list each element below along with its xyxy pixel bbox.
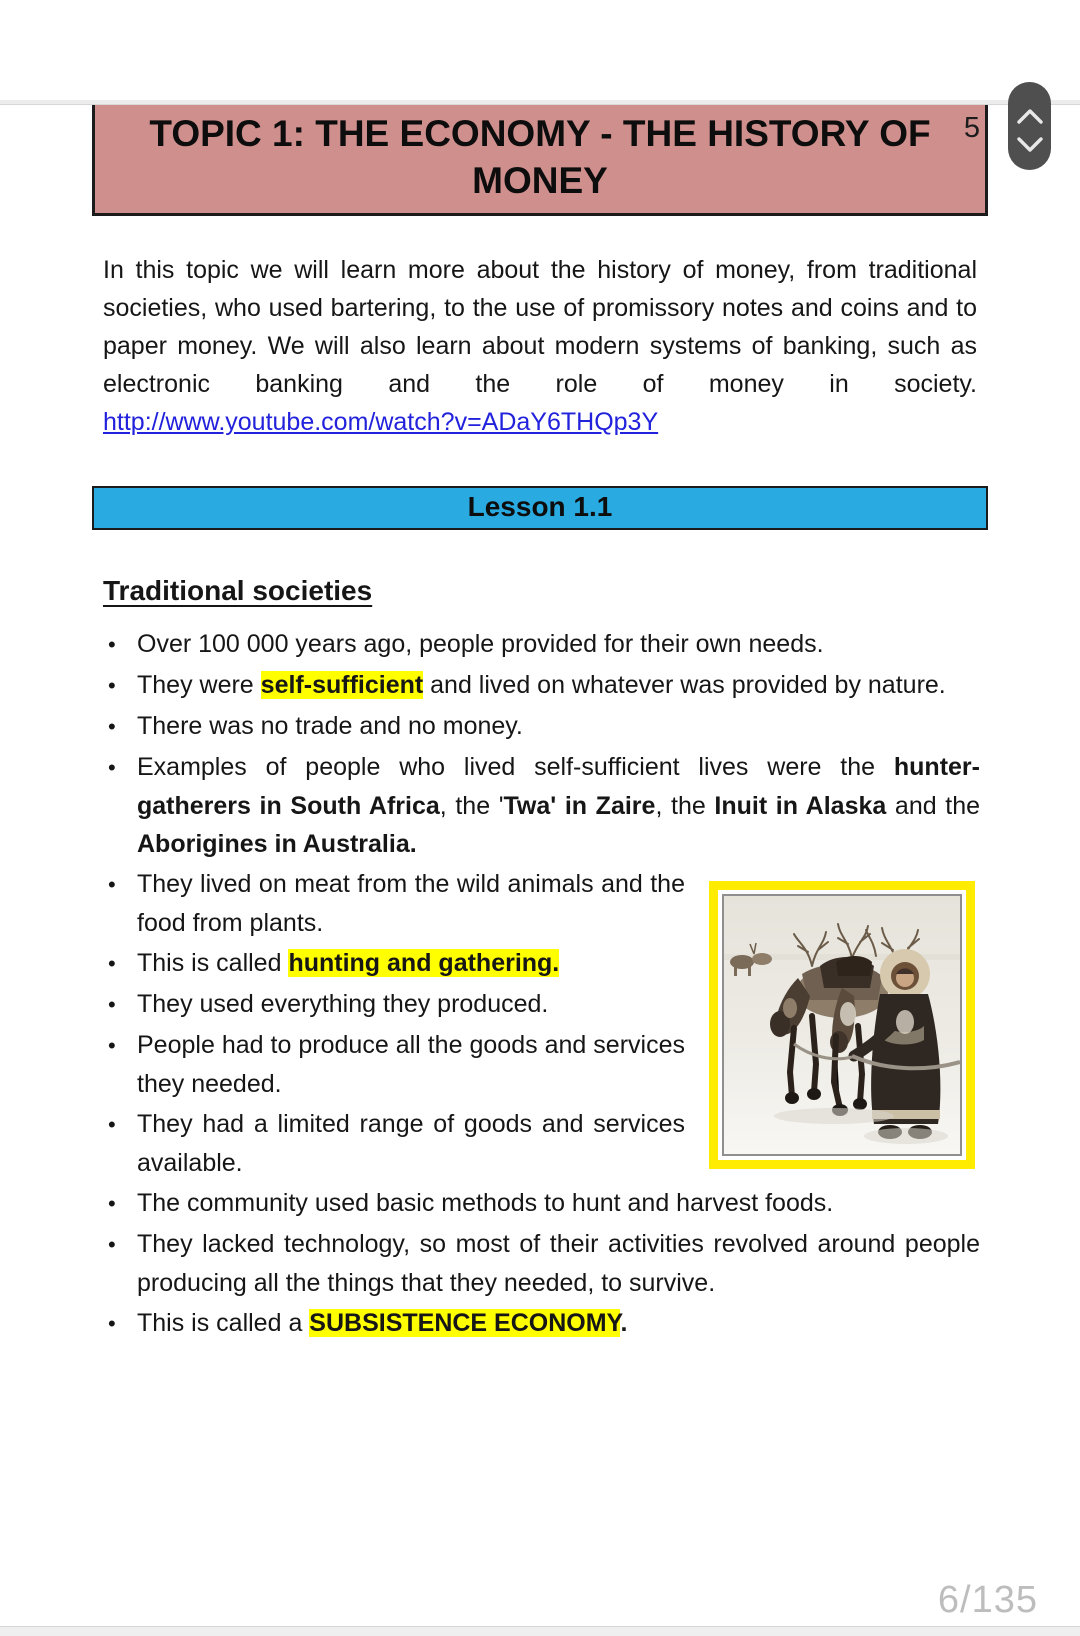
bullet-text-segment: Inuit in Alaska — [714, 792, 887, 820]
intro-text: In this topic we will learn more about the history of money, from traditional societies, who used bartering, to the use of promissory notes and coins and to paper money. We will also learn about modern systems of banking, such as electronic banking and the role of money in society. — [103, 256, 977, 398]
bullet-marker: • — [108, 1112, 116, 1137]
bullet-text-segment: , the ' — [439, 792, 504, 820]
bullet-text-segment: Examples of people who lived self-sufficient lives were the — [137, 753, 894, 781]
chevron-down-icon[interactable] — [1017, 137, 1043, 152]
bullet-text-segment: and the — [886, 792, 981, 820]
bullet-item — [103, 666, 980, 705]
bullet-text-segment: and lived on whatever was provided by nature. — [423, 671, 946, 699]
bullet-item — [103, 1184, 980, 1223]
bullet-marker: • — [108, 1191, 116, 1216]
bullet-marker: • — [108, 951, 116, 976]
youtube-link[interactable]: http://www.youtube.com/watch?v=ADaY6THQp3Y — [103, 408, 659, 436]
bullet-marker: • — [108, 872, 116, 897]
bullet-text-segment: , the — [655, 792, 715, 820]
topic-title-banner: TOPIC 1: THE ECONOMY - THE HISTORY OF MONEY — [92, 100, 988, 216]
highlighted-term: SUBSISTENCE ECONOMY — [309, 1309, 621, 1337]
bullet-marker: • — [108, 755, 116, 780]
bullet-item — [103, 625, 980, 664]
bullet-item — [103, 1225, 980, 1302]
lesson-banner: Lesson 1.1 — [92, 486, 988, 530]
bullet-marker: • — [108, 1232, 116, 1257]
highlighted-term: hunting and gathering. — [288, 949, 560, 977]
bullet-text-segment: They lived on meat from the wild animals and the food from plants. — [137, 870, 685, 937]
bullet-text-segment: hunter-gatherers in South Africa — [137, 753, 980, 820]
bullet-text-segment: The community used basic methods to hunt and harvest foods. — [137, 1189, 834, 1217]
bullet-text-segment: This is called a — [137, 1309, 310, 1337]
bullet-text-segment: Over 100 000 years ago, people provided for their own needs. — [137, 630, 824, 658]
chevron-up-icon[interactable] — [1017, 109, 1043, 124]
viewer-bottom-bar — [0, 1626, 1080, 1636]
page-indicator: 6/135 — [937, 1579, 1038, 1621]
intro-paragraph — [103, 251, 977, 441]
viewer-top-edge — [0, 100, 1080, 105]
bullet-item — [103, 1304, 980, 1343]
section-heading: Traditional societies — [103, 575, 373, 606]
photo-inuit-reindeer-sled — [724, 896, 960, 1154]
bullet-item — [103, 748, 980, 863]
bullet-text-segment: There was no trade and no money. — [137, 712, 523, 740]
bullet-marker: • — [108, 673, 116, 698]
bullet-text-segment: They had a limited range of goods and services available. — [137, 1110, 685, 1177]
highlighted-term: self-sufficient — [260, 671, 424, 699]
bullet-list-top — [103, 625, 980, 863]
bullet-marker: • — [108, 714, 116, 739]
bullet-item — [103, 707, 980, 746]
bullet-marker: • — [108, 1311, 116, 1336]
photo-frame — [709, 881, 975, 1169]
bullet-text-segment: Aborigines in Australia. — [137, 830, 417, 858]
bullet-text-segment: . — [620, 1309, 628, 1337]
bullet-marker: • — [108, 632, 116, 657]
bullet-text-segment: They used everything they produced. — [137, 990, 549, 1018]
scroll-navigation-widget[interactable] — [1008, 82, 1051, 170]
bullet-list-wrap-image — [103, 865, 980, 1343]
document-page — [0, 100, 1080, 1343]
bullet-marker: • — [108, 1033, 116, 1058]
bullet-marker: • — [108, 992, 116, 1017]
bullet-text-segment: They lacked technology, so most of their activities revolved around people producing all the things that they needed, to survive. — [137, 1230, 980, 1297]
page-number-on-page: 5 — [963, 112, 980, 144]
bullet-text-segment: This is called — [137, 949, 289, 977]
bullet-text-segment: Twa' in Zaire — [503, 792, 656, 820]
bullet-text-segment: They were — [137, 671, 261, 699]
bullet-text-segment: People had to produce all the goods and services they needed. — [137, 1031, 685, 1098]
